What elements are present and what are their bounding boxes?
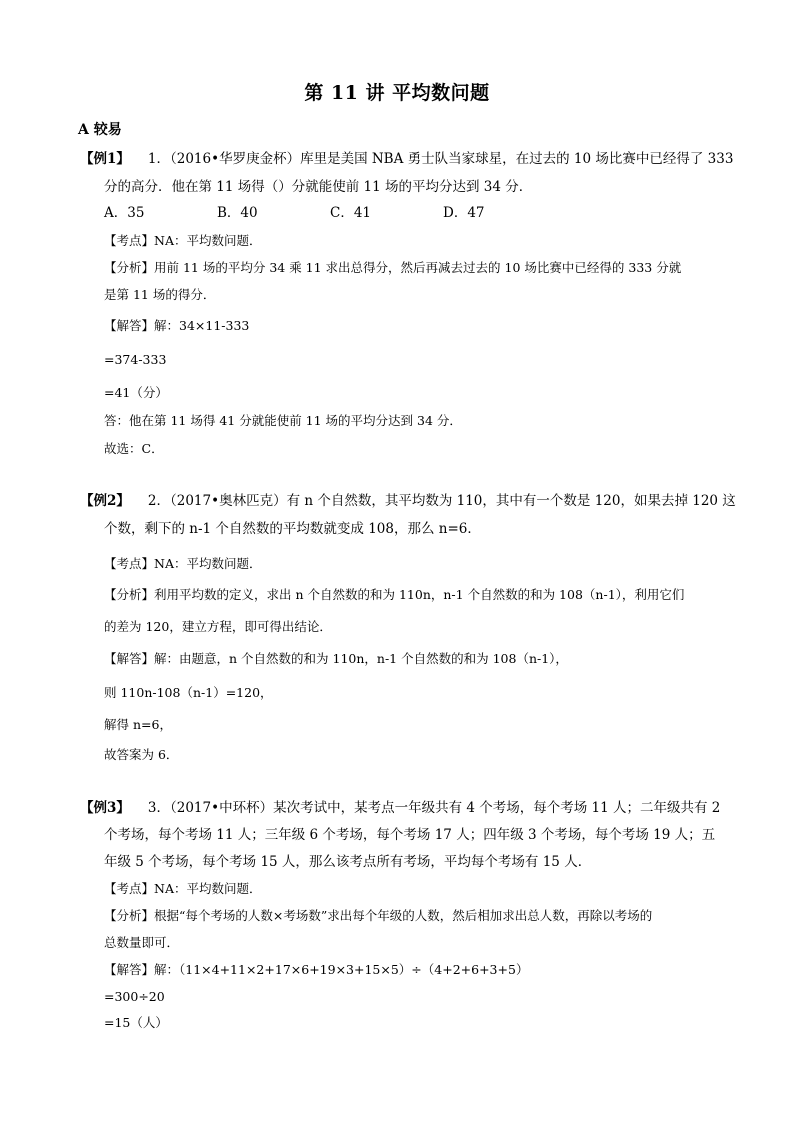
- section-heading: A 较易: [78, 122, 122, 138]
- example-3-question-line-1: [80, 799, 720, 817]
- example-1-fenxi-line-2: 是第 11 场的得分．: [104, 287, 216, 302]
- example-1-options: [104, 204, 485, 222]
- example-1-question-text: 1．（2016•华罗庚金杯）库里是美国 NBA 勇士队当家球星，在过去的 10 场比赛中已经得了 333: [147, 151, 734, 167]
- example-1-choice: 故选：C．: [104, 441, 164, 456]
- example-1-label: 【例1】: [80, 151, 130, 167]
- example-1-step-1: =374-333: [104, 352, 167, 367]
- option-a: A．35: [104, 205, 145, 221]
- example-2-answer: 故答案为 6．: [104, 747, 179, 762]
- example-2-label: 【例2】: [80, 493, 130, 509]
- example-3-kaodian: 【考点】NA：平均数问题．: [104, 881, 262, 896]
- example-3-step-1: =300÷20: [104, 989, 165, 1004]
- option-b: B．40: [217, 205, 258, 221]
- option-c: C．41: [330, 205, 372, 221]
- example-3-fenxi-line-2: 总数量即可．: [104, 935, 180, 950]
- example-1-kaodian: 【考点】NA：平均数问题．: [104, 233, 262, 248]
- example-3-step-2: =15（人）: [104, 1015, 168, 1030]
- example-3-jieda: 【解答】解：（11×4+11×2+17×6+19×3+15×5）÷（4+2+6+3+5）: [104, 962, 529, 977]
- example-2-fenxi-line-2: 的差为 120，建立方程，即可得出结论．: [104, 619, 332, 634]
- example-1-jieda: 【解答】解：34×11-333: [104, 318, 250, 333]
- example-2-question-line-1: [80, 492, 736, 510]
- example-3-question-line-3: 年级 5 个考场，每个考场 15 人，那么该考点所有考场，平均每个考场有 15 人．: [104, 854, 592, 870]
- example-2-question-text: 2．（2017•奥林匹克）有 n 个自然数，其平均数为 110，其中有一个数是 120，如果去掉 120 这: [147, 493, 736, 509]
- example-1-question-line-2: 分的高分．他在第 11 场得（）分就能使前 11 场的平均分达到 34 分．: [104, 179, 533, 195]
- example-1-answer: 答：他在第 11 场得 41 分就能使前 11 场的平均分达到 34 分．: [104, 413, 462, 428]
- option-d: D．47: [443, 205, 485, 221]
- example-1-step-2: =41（分）: [104, 385, 168, 400]
- example-1-fenxi-line-1: 【分析】用前 11 场的平均分 34 乘 11 求出总得分，然后再减去过去的 10 场比赛中已经得的 333 分就: [104, 260, 682, 275]
- example-2-jieda: 【解答】解：由题意，n 个自然数的和为 110n，n-1 个自然数的和为 108（n-1），: [104, 651, 568, 666]
- example-3-question-line-2: 个考场，每个考场 11 人；三年级 6 个考场，每个考场 17 人；四年级 3 个考场，每个考场 19 人；五: [104, 827, 716, 843]
- example-2-kaodian: 【考点】NA：平均数问题．: [104, 556, 262, 571]
- page-title: 第 11 讲 平均数问题: [304, 82, 490, 104]
- example-2-step-1: 则 110n-108（n-1）=120，: [104, 685, 273, 700]
- example-2-question-line-2: 个数，剩下的 n-1 个自然数的平均数就变成 108，那么 n=6．: [104, 521, 481, 537]
- example-2-step-2: 解得 n=6，: [104, 717, 172, 732]
- example-1-question-line-1: [80, 150, 733, 168]
- example-3-fenxi-line-1: 【分析】根据“每个考场的人数×考场数”求出每个年级的人数，然后相加求出总人数，再除以考场的: [104, 908, 653, 923]
- example-3-label: 【例3】: [80, 800, 130, 816]
- example-2-fenxi-line-1: 【分析】利用平均数的定义，求出 n 个自然数的和为 110n，n-1 个自然数的和为 108（n-1），利用它们: [104, 587, 685, 602]
- example-3-question-text: 3．（2017•中环杯）某次考试中，某考点一年级共有 4 个考场，每个考场 11 人；二年级共有 2: [147, 800, 721, 816]
